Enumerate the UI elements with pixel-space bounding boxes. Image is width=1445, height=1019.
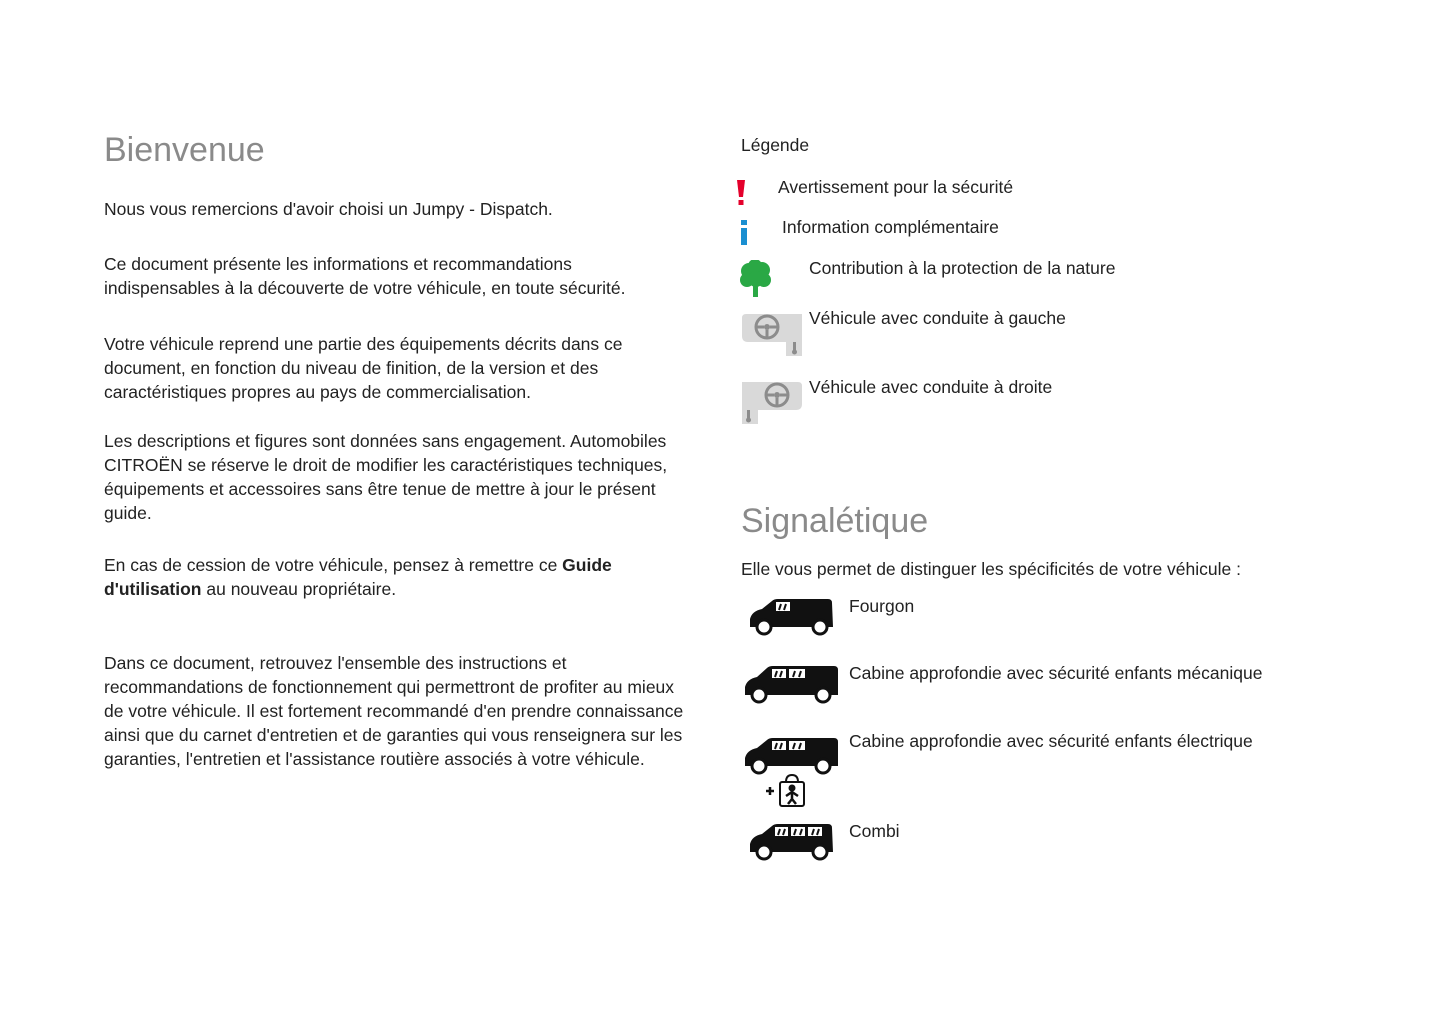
signage-item-combi: Combi (849, 821, 900, 841)
signage-item-cabine-mecanique: Cabine approfondie avec sécurité enfants mécanique (849, 663, 1263, 683)
disclaimer-paragraph: Les descriptions et figures sont données sans engagement. Automobiles CITROËN se réserve le droit de modifier les caractéristiques techniques, équipements et accessoires sans être tenue de mettre à jour le présent guide. (104, 431, 668, 523)
van-combi-icon (746, 822, 836, 862)
left-hand-drive-icon (740, 310, 804, 358)
resale-paragraph: En cas de cession de votre véhicule, pensez à remettre ce Guide d'utilisation au nouveau propriétaire. (104, 555, 612, 599)
info-icon (738, 219, 752, 247)
guide-bold-text: Guide d'utilisation (104, 555, 612, 599)
child-lock-electric-icon (764, 774, 808, 808)
legend-item-info: Information complémentaire (782, 217, 999, 237)
right-hand-drive-icon (740, 378, 804, 426)
intro-paragraph: Nous vous remercions d'avoir choisi un Jumpy - Dispatch. (104, 199, 553, 219)
legend-item-left-drive: Véhicule avec conduite à gauche (809, 308, 1066, 328)
tree-icon (739, 260, 773, 298)
signage-item-fourgon: Fourgon (849, 596, 915, 616)
instructions-paragraph: Dans ce document, retrouvez l'ensemble des instructions et recommandations de fonctionnement qui permettront de profiter au mieux de votre véhicule. Il est fortement recommandé d'en prendre connaissance ainsi que du carnet d'entretien et de garanties qui vous renseignera sur les garanties, l'entretien et l'assistance routière associés à votre véhicule. (104, 653, 684, 769)
van-cabine-electrique-icon (742, 736, 840, 778)
van-cabine-mecanique-icon (742, 663, 840, 705)
signage-title: Signalétique (741, 502, 929, 540)
van-fourgon-icon (746, 597, 836, 637)
signage-intro: Elle vous permet de distinguer les spécificités de votre véhicule : (741, 559, 1241, 579)
legend-title: Légende (741, 135, 810, 155)
legend-item-warning: Avertissement pour la sécurité (778, 177, 1014, 197)
warning-icon (735, 179, 749, 207)
equipment-paragraph: Votre véhicule reprend une partie des équipements décrits dans ce document, en fonction du niveau de finition, de la version et des caractéristiques propres au pays de commercialisation. (104, 334, 623, 402)
document-paragraph: Ce document présente les informations et recommandations indispensables à la découverte de votre véhicule, en toute sécurité. (104, 254, 626, 298)
page-title: Bienvenue (104, 131, 265, 169)
legend-item-nature: Contribution à la protection de la nature (809, 258, 1116, 278)
signage-item-cabine-electrique: Cabine approfondie avec sécurité enfants électrique (849, 731, 1253, 751)
legend-item-right-drive: Véhicule avec conduite à droite (809, 377, 1053, 397)
